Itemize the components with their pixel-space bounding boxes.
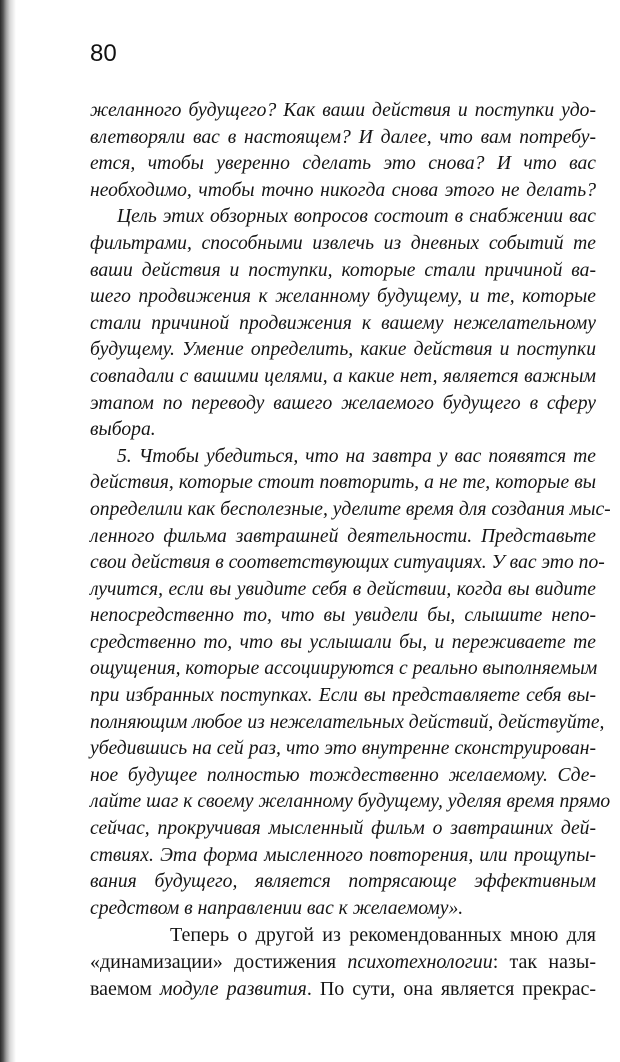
text-line: необходимо, чтобы точно никогда снова этого не делать? [90, 179, 596, 201]
text-span: ваемом [90, 977, 160, 1000]
text-line [90, 949, 596, 976]
text-line [90, 976, 596, 1003]
text-line: лучится, если вы увидите себя в действии, когда вы видите [90, 578, 596, 600]
text-line: будущему. Умение определить, какие действия и поступки [90, 339, 596, 361]
text-line: влетворяли вас в настоящем? И далее, что вам потребу- [90, 126, 596, 148]
text-line: шего продвижения к желанному будущему, и те, которые [90, 286, 596, 308]
text-line: ется, чтобы уверенно сделать это снова? И что вас [90, 153, 596, 175]
text-line: непосредственно то, что вы увидели бы, слышите непо- [90, 605, 596, 627]
page-binding-edge [0, 0, 16, 1062]
text-line: вания будущего, является потрясающе эффективным [90, 871, 596, 893]
emphasis-text: модуле развития [159, 977, 307, 1000]
page-text [90, 98, 611, 1002]
emphasis-text: психотехнологии [347, 951, 493, 973]
text-line: при избранных поступках. Если вы представляете себя вы- [90, 685, 596, 707]
text-line: Теперь о другой из рекомендованных мною для [170, 924, 596, 947]
text-line: выбора. [90, 419, 156, 441]
text-line: средственно то, что вы услышали бы, и переживаете те [90, 631, 596, 653]
text-line: желанного будущего? Как ваши действия и поступки удо- [90, 100, 596, 121]
text-line: свои действия в соответствующих ситуациях. У вас это по- [90, 552, 605, 574]
text-line: ное будущее полностью тождественно желаемому. Сде- [90, 764, 596, 786]
text-span: . По сути, она является прекрас- [306, 977, 596, 1000]
text-line: средством в направлении вас к желаемому». [90, 897, 464, 919]
text-line: сейчас, прокручивая мысленный фильм о завтрашних дей- [90, 818, 596, 840]
body-paragraph [90, 922, 596, 1002]
text-line: ощущения, которые ассоциируются с реально выполняемым [90, 658, 598, 680]
text-line: этапом по переводу вашего желаемого будущего в сферу [90, 392, 596, 414]
text-line: действия, которые стоит повторить, а не те, которые вы [90, 472, 596, 494]
quote-block [90, 98, 611, 922]
text-line: стали причиной продвижения к вашему нежелательному [90, 312, 596, 334]
text-line: ствиях. Эта форма мысленного повторения, или прощупы- [90, 844, 596, 866]
text-span: «динамизации» достижения [90, 951, 348, 973]
text-line: ленного фильма завтрашней деятельности. Представьте [90, 525, 596, 547]
text-line: фильтрами, способными извлечь из дневных событий те [90, 232, 596, 254]
text-span: : так назы- [492, 951, 596, 973]
text-line: Цель этих обзорных вопросов состоит в снабжении вас [117, 206, 596, 228]
text-line: определили как бесполезные, уделите время для создания мыс- [90, 498, 611, 520]
page-number: 80 [90, 40, 117, 67]
text-line: совпадали с вашими целями, а какие нет, является важным [90, 365, 596, 387]
text-line: лайте шаг к своему желанному будущему, уделяя время прямо [90, 791, 611, 813]
text-line: 5. Чтобы убедиться, что на завтра у вас появятся те [117, 445, 596, 467]
text-line: ваши действия и поступки, которые стали причиной ва- [90, 259, 596, 281]
text-line: полняющим любое из нежелательных действий, действуйте, [90, 711, 605, 733]
text-line: убедившись на сей раз, что это внутренне сконструирован- [90, 738, 596, 760]
